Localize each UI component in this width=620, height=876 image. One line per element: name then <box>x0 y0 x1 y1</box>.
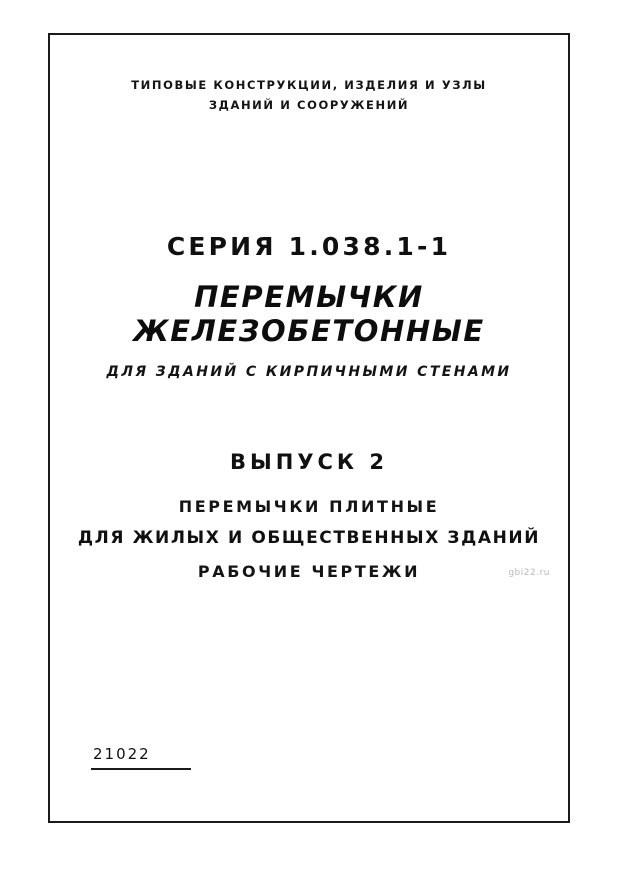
page-subtitle: ДЛЯ ЗДАНИЙ С КИРПИЧНЫМИ СТЕНАМИ <box>106 364 512 380</box>
document-code-underline <box>91 768 191 770</box>
document-header <box>50 75 568 115</box>
header-line-2: ЗДАНИЙ И СООРУЖЕНИЙ <box>208 98 410 112</box>
watermark-label: gbi22.ru <box>508 568 550 578</box>
issue-description-line-2: ДЛЯ ЖИЛЫХ И ОБЩЕСТВЕННЫХ ЗДАНИЙ <box>77 528 541 548</box>
issue-description-line-1: ПЕРЕМЫЧКИ ПЛИТНЫЕ <box>178 497 440 516</box>
title-sheet-frame <box>48 33 570 823</box>
series-designation: СЕРИЯ 1.038.1-1 <box>166 232 452 261</box>
issue-description-line-3: РАБОЧИЕ ЧЕРТЕЖИ <box>197 562 421 581</box>
issue-number: ВЫПУСК 2 <box>229 450 389 474</box>
document-code: 21022 <box>93 745 151 763</box>
header-line-1: ТИПОВЫЕ КОНСТРУКЦИИ, ИЗДЕЛИЯ И УЗЛЫ <box>131 78 487 92</box>
page-title: ПЕРЕМЫЧКИ ЖЕЛЕЗОБЕТОННЫЕ <box>133 280 485 348</box>
